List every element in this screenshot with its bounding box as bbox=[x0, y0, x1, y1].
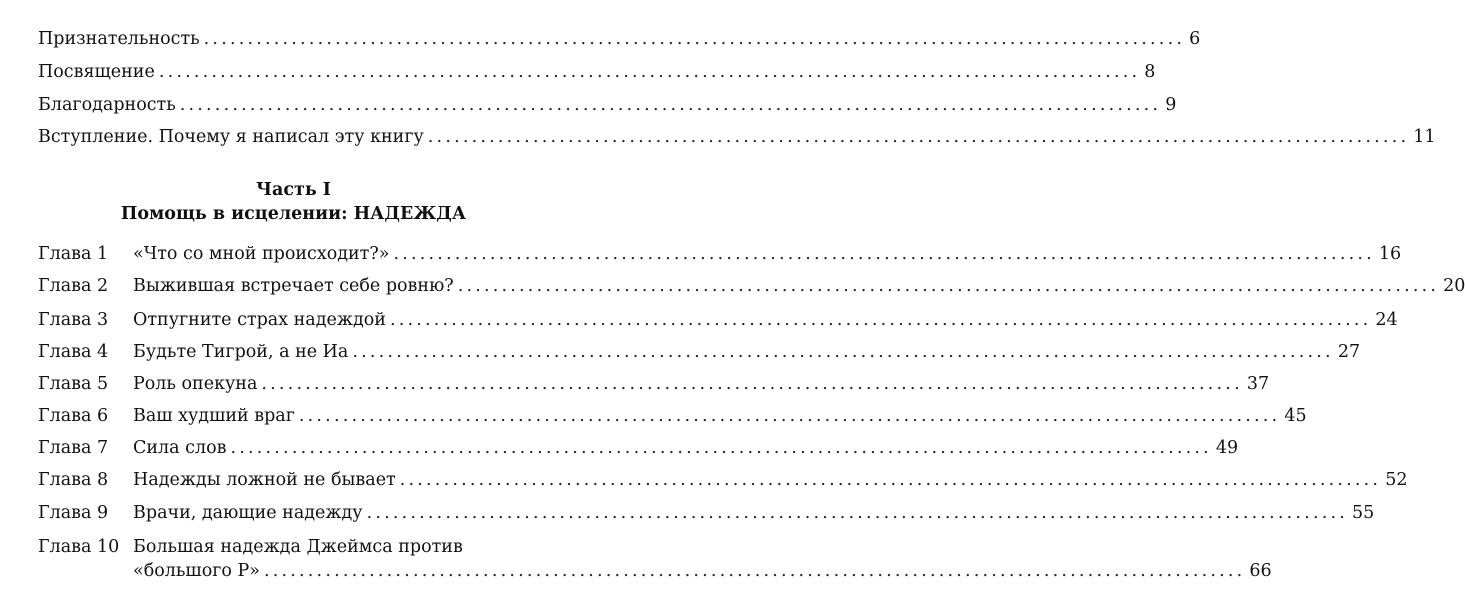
chapter-page-number: 66 bbox=[1249, 561, 1272, 581]
dot-leader: ................................................................................................................ bbox=[393, 244, 1375, 264]
chapter-title: «Что со мной происходит?» bbox=[133, 244, 390, 264]
entry-page-number: 8 bbox=[1144, 62, 1156, 82]
dot-leader: ................................................................................................................ bbox=[203, 29, 1186, 49]
chapter-title-line1: Большая надежда Джеймса против bbox=[133, 537, 463, 557]
chapter-title: Надежды ложной не бывает bbox=[133, 470, 396, 490]
chapter-entry bbox=[133, 243, 1402, 265]
chapter-page-number: 20 bbox=[1443, 276, 1465, 296]
dot-leader: ................................................................................................................ bbox=[263, 561, 1246, 581]
chapter-label: Глава 1 bbox=[38, 244, 109, 264]
dot-leader: ................................................................................................................ bbox=[230, 438, 1212, 458]
chapter-title: Врачи, дающие надежду bbox=[133, 503, 363, 523]
chapter-entry bbox=[133, 405, 1307, 427]
entry-page-number: 6 bbox=[1189, 29, 1201, 49]
chapter-page-number: 24 bbox=[1375, 310, 1398, 330]
chapter-page-number: 37 bbox=[1246, 374, 1270, 394]
entry-title: Вступление. Почему я написал эту книгу bbox=[38, 127, 424, 147]
dot-leader: ................................................................................................................ bbox=[457, 276, 1440, 296]
chapter-title: Отпугните страх надеждой bbox=[133, 310, 386, 330]
chapter-title: Выжившая встречает себе ровню? bbox=[133, 276, 454, 296]
chapter-label: Глава 4 bbox=[38, 342, 109, 362]
entry-title: Посвящение bbox=[38, 62, 155, 82]
chapter-label: Глава 6 bbox=[38, 406, 109, 426]
dot-leader: ................................................................................................................ bbox=[179, 95, 1162, 115]
chapter-title: «большого Р» bbox=[133, 561, 260, 581]
chapter-label: Глава 5 bbox=[38, 374, 109, 394]
chapter-label: Глава 9 bbox=[38, 503, 109, 523]
dot-leader: ................................................................................................................ bbox=[399, 470, 1382, 490]
part-title: Помощь в исцелении: НАДЕЖДА bbox=[120, 204, 467, 224]
chapter-entry bbox=[133, 560, 1272, 582]
dot-leader: ................................................................................................................ bbox=[261, 374, 1243, 394]
chapter-label: Глава 8 bbox=[38, 470, 109, 490]
chapter-page-number: 55 bbox=[1352, 503, 1375, 523]
chapter-label: Глава 10 bbox=[38, 537, 120, 557]
chapter-page-number: 45 bbox=[1284, 406, 1307, 426]
chapter-page-number: 49 bbox=[1215, 438, 1239, 458]
chapter-title: Роль опекуна bbox=[133, 374, 258, 394]
entry-title: Благодарность bbox=[38, 95, 176, 115]
chapter-label: Глава 2 bbox=[38, 276, 109, 296]
chapter-label: Глава 7 bbox=[38, 438, 109, 458]
part-label: Часть I bbox=[256, 180, 331, 200]
entry-page-number: 9 bbox=[1165, 95, 1177, 115]
dot-leader: ................................................................................................................ bbox=[158, 62, 1141, 82]
dot-leader: ................................................................................................................ bbox=[298, 406, 1281, 426]
chapter-entry bbox=[133, 275, 1465, 297]
toc-entry bbox=[38, 126, 1436, 148]
dot-leader: ................................................................................................................ bbox=[366, 503, 1348, 523]
toc-entry bbox=[38, 61, 1156, 83]
chapter-entry bbox=[133, 469, 1408, 491]
chapter-entry bbox=[133, 341, 1361, 363]
chapter-page-number: 52 bbox=[1385, 470, 1408, 490]
chapter-entry bbox=[133, 373, 1270, 395]
toc-entry bbox=[38, 28, 1201, 50]
chapter-page-number: 16 bbox=[1378, 244, 1402, 264]
chapter-title: Ваш худший враг bbox=[133, 406, 295, 426]
chapter-entry bbox=[133, 309, 1398, 331]
chapter-label: Глава 3 bbox=[38, 310, 109, 330]
dot-leader: ................................................................................................................ bbox=[352, 342, 1334, 362]
dot-leader: ................................................................................................................ bbox=[389, 310, 1372, 330]
chapter-title: Будьте Тигрой, а не Иа bbox=[133, 342, 349, 362]
chapter-page-number: 27 bbox=[1337, 342, 1361, 362]
toc-entry bbox=[38, 94, 1177, 116]
entry-page-number: 11 bbox=[1413, 127, 1436, 147]
entry-title: Признательность bbox=[38, 29, 200, 49]
chapter-entry bbox=[133, 502, 1375, 524]
chapter-title: Сила слов bbox=[133, 438, 227, 458]
dot-leader: ................................................................................................................ bbox=[427, 127, 1410, 147]
chapter-entry bbox=[133, 437, 1239, 459]
